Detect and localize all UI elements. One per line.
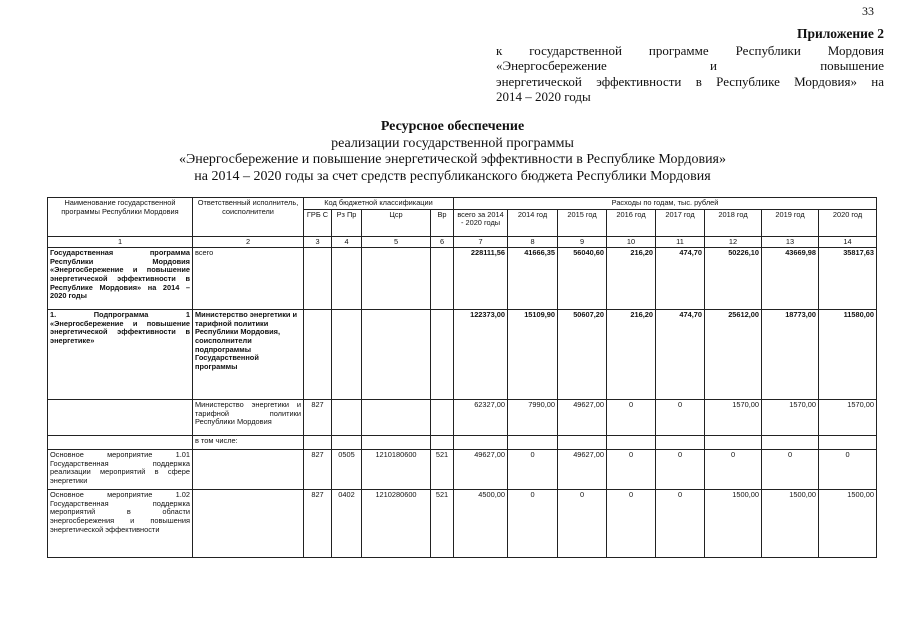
- row-value: 50607,20: [558, 310, 607, 400]
- column-number: 3: [304, 236, 332, 248]
- row-value: 0: [508, 490, 558, 558]
- row-grbs: [304, 248, 332, 310]
- header-grbs: ГРБ С: [304, 209, 332, 236]
- column-number: 5: [362, 236, 431, 248]
- row-grbs: 827: [304, 400, 332, 436]
- row-executor: всего: [193, 248, 304, 310]
- header-budget-code: Код бюджетной классификации: [304, 198, 454, 210]
- row-value: 0: [656, 450, 705, 490]
- row-value: [705, 436, 762, 450]
- row-value: 0: [508, 450, 558, 490]
- row-vr: 521: [431, 490, 454, 558]
- row-total: 62327,00: [454, 400, 508, 436]
- appendix-line: 2014 – 2020 годы: [496, 89, 591, 104]
- row-value: [819, 436, 877, 450]
- row-value: 18773,00: [762, 310, 819, 400]
- row-csr: [362, 436, 431, 450]
- row-csr: 1210280600: [362, 490, 431, 558]
- column-number: 11: [656, 236, 705, 248]
- row-value: [762, 436, 819, 450]
- row-grbs: [304, 436, 332, 450]
- row-csr: [362, 248, 431, 310]
- header-year: 2014 год: [508, 209, 558, 236]
- row-rzpr: [332, 310, 362, 400]
- row-value: [607, 436, 656, 450]
- column-number: 4: [332, 236, 362, 248]
- row-total: 4500,00: [454, 490, 508, 558]
- row-total: 228111,56: [454, 248, 508, 310]
- row-csr: [362, 400, 431, 436]
- row-grbs: 827: [304, 450, 332, 490]
- row-value: [558, 436, 607, 450]
- row-executor: [193, 490, 304, 558]
- row-value: 0: [705, 450, 762, 490]
- row-rzpr: [332, 248, 362, 310]
- row-name: Основное мероприятие 1.01 Государственная поддержка реализации мероприятий в сфере энергетики: [48, 450, 193, 490]
- row-value: [508, 436, 558, 450]
- column-number: 7: [454, 236, 508, 248]
- row-value: 0: [656, 490, 705, 558]
- row-csr: [362, 310, 431, 400]
- header-executor: Ответственный исполнитель, соисполнители: [193, 198, 304, 237]
- heading-line: реализации государственной программы: [331, 135, 574, 151]
- row-value: 474,70: [656, 248, 705, 310]
- row-vr: [431, 400, 454, 436]
- row-executor: Министерство энергетики и тарифной политики Республики Мордовия, соисполнители подпрограммы Государственной программы: [193, 310, 304, 400]
- row-name: [48, 436, 193, 450]
- row-executor: Министерство энергетики и тарифной политики Республики Мордовия: [193, 400, 304, 436]
- row-value: 1570,00: [705, 400, 762, 436]
- row-value: 56040,60: [558, 248, 607, 310]
- row-value: 43669,98: [762, 248, 819, 310]
- row-value: 41666,35: [508, 248, 558, 310]
- row-value: 0: [819, 450, 877, 490]
- header-year: 2019 год: [762, 209, 819, 236]
- column-number: 13: [762, 236, 819, 248]
- column-number: 9: [558, 236, 607, 248]
- row-vr: 521: [431, 450, 454, 490]
- appendix-block: [496, 26, 884, 105]
- column-number: 2: [193, 236, 304, 248]
- row-rzpr: [332, 436, 362, 450]
- table-row: [48, 310, 877, 400]
- row-rzpr: [332, 400, 362, 436]
- row-value: 7990,00: [508, 400, 558, 436]
- row-value: 49627,00: [558, 450, 607, 490]
- column-number: 1: [48, 236, 193, 248]
- row-vr: [431, 310, 454, 400]
- header-year: 2020 год: [819, 209, 877, 236]
- row-total: 122373,00: [454, 310, 508, 400]
- column-number-row: [48, 236, 877, 248]
- row-value: 0: [607, 450, 656, 490]
- row-value: 0: [607, 400, 656, 436]
- row-rzpr: 0402: [332, 490, 362, 558]
- row-name: Государственная программа Республики Мордовия «Энергосбережение и повышение энергетической эффективности в Республике Мордовия» на 2014 – 2020 годы: [48, 248, 193, 310]
- row-executor: в том числе:: [193, 436, 304, 450]
- row-total: 49627,00: [454, 450, 508, 490]
- document-heading: [0, 119, 905, 185]
- header-csr: Цср: [362, 209, 431, 236]
- row-vr: [431, 436, 454, 450]
- row-value: 11580,00: [819, 310, 877, 400]
- header-year: 2017 год: [656, 209, 705, 236]
- header-rzpr: Рз Пр: [332, 209, 362, 236]
- appendix-line: «Энергосбережение и повышение: [496, 58, 884, 73]
- row-value: 216,20: [607, 248, 656, 310]
- row-name: 1. Подпрограмма 1 «Энергосбережение и повышение энергетической эффективности в энергетике»: [48, 310, 193, 400]
- column-number: 12: [705, 236, 762, 248]
- row-value: 25612,00: [705, 310, 762, 400]
- row-total: [454, 436, 508, 450]
- row-value: 0: [607, 490, 656, 558]
- row-value: 1500,00: [762, 490, 819, 558]
- column-number: 6: [431, 236, 454, 248]
- row-value: 0: [656, 400, 705, 436]
- table-row: [48, 450, 877, 490]
- heading-line: «Энергосбережение и повышение энергетической эффективности в Республике Мордовия»: [178, 152, 727, 167]
- table-row: [48, 490, 877, 558]
- row-value: 216,20: [607, 310, 656, 400]
- page-number: 33: [862, 4, 874, 18]
- row-name: [48, 400, 193, 436]
- row-value: 0: [558, 490, 607, 558]
- table-row: [48, 436, 877, 450]
- resource-table: [47, 197, 877, 558]
- row-grbs: 827: [304, 490, 332, 558]
- header-year: 2016 год: [607, 209, 656, 236]
- header-year: 2015 год: [558, 209, 607, 236]
- row-value: 50226,10: [705, 248, 762, 310]
- column-number: 8: [508, 236, 558, 248]
- header-name: Наименование государственной программы Республики Мордовия: [48, 198, 193, 237]
- row-value: 35817,63: [819, 248, 877, 310]
- header-total: всего за 2014 - 2020 годы: [454, 209, 508, 236]
- column-number: 10: [607, 236, 656, 248]
- row-value: 1500,00: [705, 490, 762, 558]
- row-value: [656, 436, 705, 450]
- row-value: 1570,00: [819, 400, 877, 436]
- table-row: [48, 248, 877, 310]
- row-value: 0: [762, 450, 819, 490]
- row-value: 474,70: [656, 310, 705, 400]
- appendix-line: к государственной программе Республики Мордовия: [496, 42, 884, 58]
- header-vr: Вр: [431, 209, 454, 236]
- row-value: 49627,00: [558, 400, 607, 436]
- column-number: 14: [819, 236, 877, 248]
- row-rzpr: 0505: [332, 450, 362, 490]
- row-value: 1570,00: [762, 400, 819, 436]
- row-vr: [431, 248, 454, 310]
- appendix-title: Приложение 2: [796, 26, 884, 41]
- row-grbs: [304, 310, 332, 400]
- row-executor: [193, 450, 304, 490]
- heading-line: на 2014 – 2020 годы за счет средств республиканского бюджета Республики Мордовия: [194, 168, 711, 184]
- row-csr: 1210180600: [362, 450, 431, 490]
- header-year: 2018 год: [705, 209, 762, 236]
- row-name: Основное мероприятие 1.02 Государственная поддержка мероприятий в области энергосбережения и повышения энергетической эффективности: [48, 490, 193, 558]
- header-expenses: Расходы по годам, тыс. рублей: [454, 198, 877, 210]
- table-row: [48, 400, 877, 436]
- heading-title: Ресурсное обеспечение: [380, 119, 525, 134]
- appendix-line: энергетической эффективности в Республике Мордовия» на: [496, 73, 884, 89]
- row-value: 1500,00: [819, 490, 877, 558]
- row-value: 15109,90: [508, 310, 558, 400]
